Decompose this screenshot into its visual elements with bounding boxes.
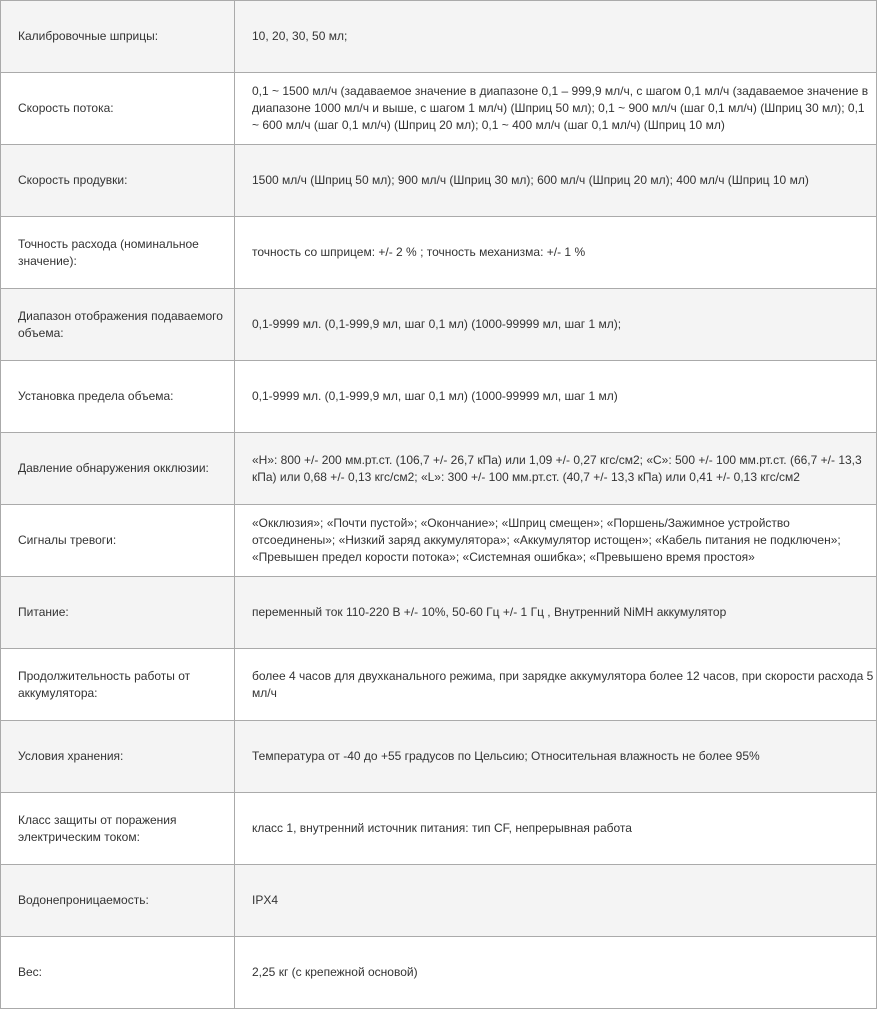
spec-value: «Окклюзия»; «Почти пустой»; «Окончание»; «Шприц смещен»; «Поршень/Зажимное устройство отсоединены»; «Низкий заряд аккумулятора»; «Аккумулятор истощен»; «Кабель питания не подключен»; «Превышен предел корости потока»; «Системная ошибка»; «Превышено время простоя»: [235, 505, 877, 577]
table-row: [1, 793, 877, 865]
spec-label: Водонепроницаемость:: [1, 865, 235, 937]
table-row: [1, 217, 877, 289]
spec-label: Скорость потока:: [1, 73, 235, 145]
table-row: [1, 577, 877, 649]
table-row: [1, 505, 877, 577]
spec-value: Температура от -40 до +55 градусов по Цельсию; Относительная влажность не более 95%: [235, 721, 877, 793]
spec-label: Продолжительность работы от аккумулятора:: [1, 649, 235, 721]
spec-label: Давление обнаружения окклюзии:: [1, 433, 235, 505]
spec-value: IPX4: [235, 865, 877, 937]
spec-value: «H»: 800 +/- 200 мм.рт.ст. (106,7 +/- 26,7 кПа) или 1,09 +/- 0,27 кгс/см2; «C»: 500 +/- 100 мм.рт.ст. (66,7 +/- 13,3 кПа) или 0,68 +/- 0,13 кгс/см2; «L»: 300 +/- 100 мм.рт.ст. (40,7 +/- 13,3 кПа) или 0,41 +/- 0,13 кгс/см2: [235, 433, 877, 505]
table-row: [1, 1, 877, 73]
spec-value: 0,1 ~ 1500 мл/ч (задаваемое значение в диапазоне 0,1 – 999,9 мл/ч, с шагом 0,1 мл/ч (задаваемое значение в диапазоне 1000 мл/ч и выше, с шагом 1 мл/ч) (Шприц 50 мл); 0,1 ~ 900 мл/ч (шаг 0,1 мл/ч) (Шприц 30 мл); 0,1 ~ 600 мл/ч (шаг 0,1 мл/ч) (Шприц 20 мл); 0,1 ~ 400 мл/ч (шаг 0,1 мл/ч) (Шприц 10 мл): [235, 73, 877, 145]
spec-value: более 4 часов для двухканального режима, при зарядке аккумулятора более 12 часов, при скорости расхода 5 мл/ч: [235, 649, 877, 721]
spec-value: 0,1-9999 мл. (0,1-999,9 мл, шаг 0,1 мл) (1000-99999 мл, шаг 1 мл): [235, 361, 877, 433]
spec-value: 0,1-9999 мл. (0,1-999,9 мл, шаг 0,1 мл) (1000-99999 мл, шаг 1 мл);: [235, 289, 877, 361]
spec-label: Установка предела объема:: [1, 361, 235, 433]
table-row: [1, 721, 877, 793]
table-row: [1, 433, 877, 505]
table-row: [1, 649, 877, 721]
table-row: [1, 145, 877, 217]
spec-label: Калибровочные шприцы:: [1, 1, 235, 73]
spec-label: Диапазон отображения подаваемого объема:: [1, 289, 235, 361]
spec-label: Вес:: [1, 937, 235, 1009]
spec-value: переменный ток 110-220 В +/- 10%, 50-60 Гц +/- 1 Гц , Внутренний NiMH аккумулятор: [235, 577, 877, 649]
spec-value: класс 1, внутренний источник питания: тип CF, непрерывная работа: [235, 793, 877, 865]
table-row: [1, 865, 877, 937]
spec-value: точность со шприцем: +/- 2 % ; точность механизма: +/- 1 %: [235, 217, 877, 289]
table-row: [1, 73, 877, 145]
spec-label: Сигналы тревоги:: [1, 505, 235, 577]
spec-value: 10, 20, 30, 50 мл;: [235, 1, 877, 73]
spec-label: Питание:: [1, 577, 235, 649]
spec-label: Точность расхода (номинальное значение):: [1, 217, 235, 289]
spec-value: 2,25 кг (с крепежной основой): [235, 937, 877, 1009]
spec-label: Условия хранения:: [1, 721, 235, 793]
table-row: [1, 937, 877, 1009]
table-row: [1, 289, 877, 361]
table-row: [1, 361, 877, 433]
spec-label: Класс защиты от поражения электрическим током:: [1, 793, 235, 865]
spec-value: 1500 мл/ч (Шприц 50 мл); 900 мл/ч (Шприц 30 мл); 600 мл/ч (Шприц 20 мл); 400 мл/ч (Шприц 10 мл): [235, 145, 877, 217]
spec-label: Скорость продувки:: [1, 145, 235, 217]
